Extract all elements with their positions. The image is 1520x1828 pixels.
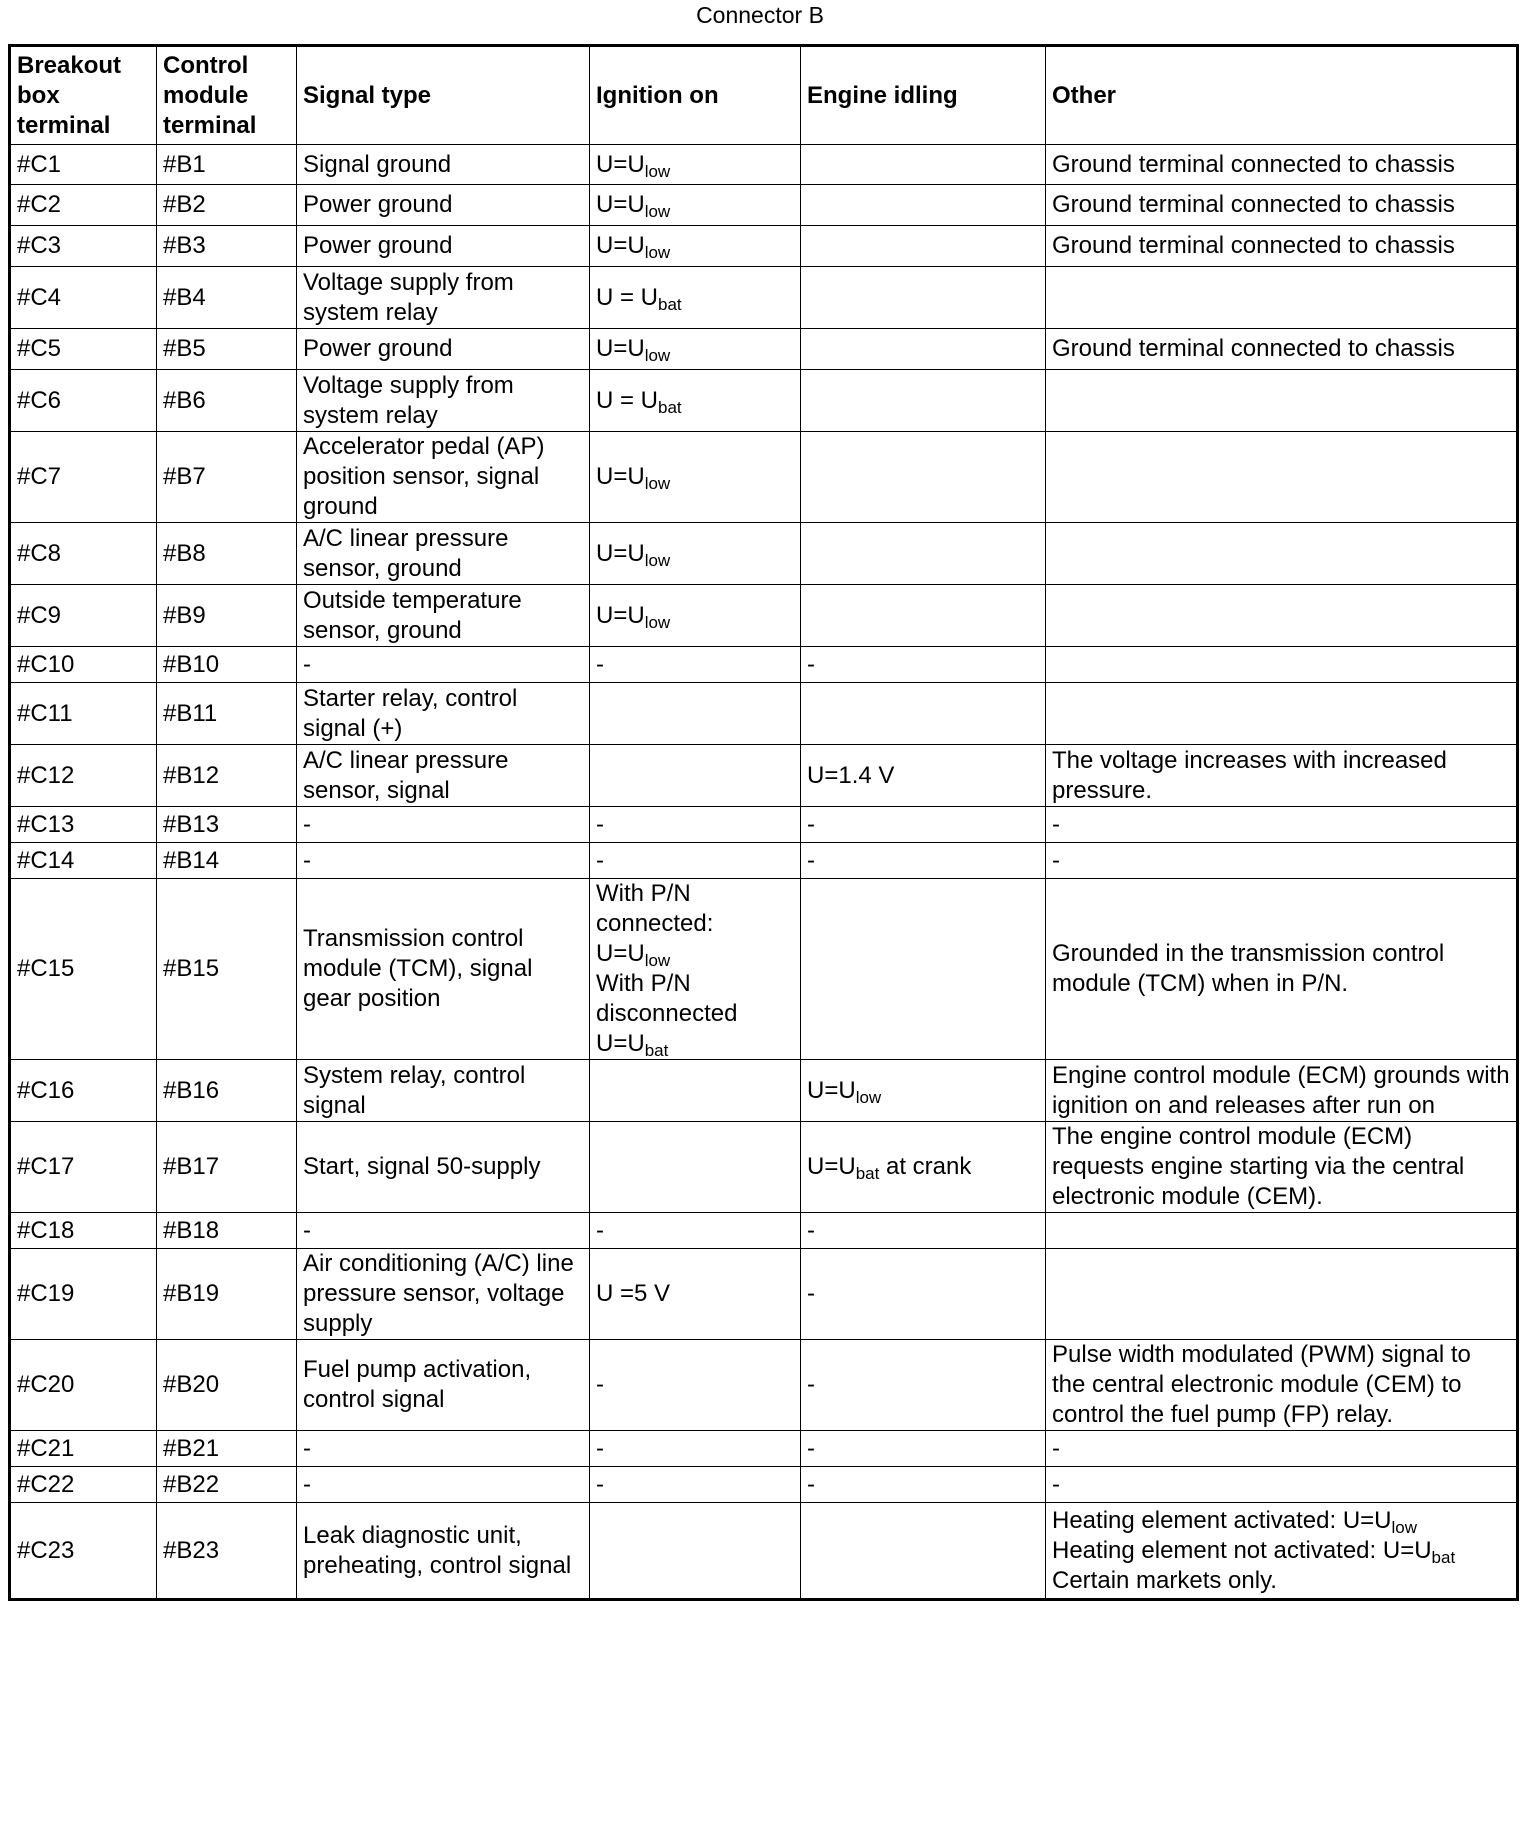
col-header-engine-idling: Engine idling [801,46,1046,145]
other-cell: - [1046,1467,1518,1503]
breakout-terminal-cell: #C5 [10,329,157,370]
ignition-on-cell: - [590,1213,801,1249]
other-cell: Engine control module (ECM) grounds with ignition on and releases after run on [1046,1060,1518,1122]
ignition-on-cell: U =5 V [590,1249,801,1340]
col-header-ignition-on: Ignition on [590,46,801,145]
breakout-terminal-cell: #C13 [10,807,157,843]
table-row [10,879,1518,1060]
ignition-on-cell: $U=U_{low}$ [590,523,801,585]
module-terminal-cell: #B15 [157,879,297,1060]
table-body [10,145,1518,1600]
ignition-on-cell: $U=U_{low}$ [590,145,801,185]
breakout-terminal-cell: #C10 [10,647,157,683]
table-row [10,185,1518,226]
ignition-on-cell: - [590,807,801,843]
signal-type-cell: Air conditioning (A/C) line pressure sensor, voltage supply [297,1249,590,1340]
signal-type-cell: Leak diagnostic unit, preheating, control signal [297,1503,590,1600]
engine-idling-cell [801,185,1046,226]
module-terminal-cell: #B9 [157,585,297,647]
table-row [10,432,1518,523]
table-row [10,523,1518,585]
ignition-on-cell [590,1122,801,1213]
breakout-terminal-cell: #C16 [10,1060,157,1122]
module-terminal-cell: #B2 [157,185,297,226]
other-cell: Pulse width modulated (PWM) signal to the central electronic module (CEM) to control the fuel pump (FP) relay. [1046,1340,1518,1431]
module-terminal-cell: #B23 [157,1503,297,1600]
table-row [10,1467,1518,1503]
ignition-on-cell: $U=U_{low}$ [590,585,801,647]
module-terminal-cell: #B5 [157,329,297,370]
module-terminal-cell: #B7 [157,432,297,523]
breakout-terminal-cell: #C14 [10,843,157,879]
other-cell [1046,523,1518,585]
other-cell: - [1046,1431,1518,1467]
module-terminal-cell: #B12 [157,745,297,807]
table-row [10,145,1518,185]
table-row [10,370,1518,432]
table-row [10,267,1518,329]
signal-type-cell: Outside temperature sensor, ground [297,585,590,647]
other-cell: The voltage increases with increased pressure. [1046,745,1518,807]
page-title: Connector B [696,2,824,28]
breakout-terminal-cell: #C8 [10,523,157,585]
header-row [10,46,1518,145]
engine-idling-cell: - [801,807,1046,843]
engine-idling-cell [801,226,1046,267]
other-cell: - [1046,807,1518,843]
breakout-terminal-cell: #C1 [10,145,157,185]
breakout-terminal-cell: #C6 [10,370,157,432]
other-cell [1046,647,1518,683]
col-header-control-module-terminal: Control module terminal [157,46,297,145]
other-cell [1046,683,1518,745]
signal-type-cell: - [297,1467,590,1503]
table-row [10,647,1518,683]
module-terminal-cell: #B8 [157,523,297,585]
other-cell [1046,1213,1518,1249]
engine-idling-cell: - [801,1467,1046,1503]
engine-idling-cell: $U=U_{low}$ [801,1060,1046,1122]
module-terminal-cell: #B4 [157,267,297,329]
engine-idling-cell [801,432,1046,523]
engine-idling-cell [801,1503,1046,1600]
ignition-on-cell: $U=U_{low}$ [590,185,801,226]
other-cell: Ground terminal connected to chassis [1046,329,1518,370]
ignition-on-cell: $U=U_{low}$ [590,329,801,370]
ignition-on-cell: - [590,1467,801,1503]
module-terminal-cell: #B10 [157,647,297,683]
engine-idling-cell: - [801,1340,1046,1431]
signal-type-cell: Power ground [297,185,590,226]
module-terminal-cell: #B14 [157,843,297,879]
col-header-other: Other [1046,46,1518,145]
other-cell: Grounded in the transmission control module (TCM) when in P/N. [1046,879,1518,1060]
ignition-on-cell: $U = U_{bat}$ [590,267,801,329]
table-row [10,1340,1518,1431]
breakout-terminal-cell: #C15 [10,879,157,1060]
other-cell: Ground terminal connected to chassis [1046,185,1518,226]
col-header-breakout-box-terminal: Breakout box terminal [10,46,157,145]
module-terminal-cell: #B1 [157,145,297,185]
engine-idling-cell [801,585,1046,647]
other-cell: The engine control module (ECM) requests engine starting via the central electronic module (CEM). [1046,1122,1518,1213]
table-row [10,745,1518,807]
module-terminal-cell: #B19 [157,1249,297,1340]
ignition-on-cell: - [590,843,801,879]
breakout-terminal-cell: #C7 [10,432,157,523]
module-terminal-cell: #B20 [157,1340,297,1431]
other-cell [1046,370,1518,432]
breakout-terminal-cell: #C11 [10,683,157,745]
table-row [10,1213,1518,1249]
other-cell [1046,432,1518,523]
table-row [10,1431,1518,1467]
breakout-terminal-cell: #C19 [10,1249,157,1340]
engine-idling-cell [801,145,1046,185]
connector-table [8,44,1519,1601]
module-terminal-cell: #B17 [157,1122,297,1213]
signal-type-cell: - [297,1431,590,1467]
table-row [10,226,1518,267]
ignition-on-cell [590,745,801,807]
breakout-terminal-cell: #C22 [10,1467,157,1503]
signal-type-cell: Voltage supply from system relay [297,267,590,329]
ignition-on-cell: $U=U_{low}$ [590,226,801,267]
breakout-terminal-cell: #C2 [10,185,157,226]
breakout-terminal-cell: #C9 [10,585,157,647]
other-cell: Heating element activated: $U=U_{low}$ Heating element not activated: $U=U_{bat}$ Certain markets only. [1046,1503,1518,1600]
module-terminal-cell: #B21 [157,1431,297,1467]
engine-idling-cell: - [801,1249,1046,1340]
other-cell: - [1046,843,1518,879]
other-cell [1046,585,1518,647]
engine-idling-cell: - [801,1213,1046,1249]
other-cell [1046,1249,1518,1340]
signal-type-cell: Power ground [297,226,590,267]
table-row [10,807,1518,843]
signal-type-cell: - [297,647,590,683]
engine-idling-cell: $U=U_{bat}$ at crank [801,1122,1046,1213]
table-row [10,1503,1518,1600]
signal-type-cell: - [297,843,590,879]
ignition-on-cell: $U = U_{bat}$ [590,370,801,432]
module-terminal-cell: #B18 [157,1213,297,1249]
engine-idling-cell [801,370,1046,432]
signal-type-cell: Power ground [297,329,590,370]
breakout-terminal-cell: #C18 [10,1213,157,1249]
engine-idling-cell [801,267,1046,329]
ignition-on-cell [590,683,801,745]
breakout-terminal-cell: #C17 [10,1122,157,1213]
ignition-on-cell: - [590,647,801,683]
table-row [10,683,1518,745]
col-header-signal-type: Signal type [297,46,590,145]
engine-idling-cell [801,683,1046,745]
engine-idling-cell: U=1.4 V [801,745,1046,807]
breakout-terminal-cell: #C20 [10,1340,157,1431]
engine-idling-cell [801,523,1046,585]
signal-type-cell: A/C linear pressure sensor, signal [297,745,590,807]
signal-type-cell: Fuel pump activation, control signal [297,1340,590,1431]
module-terminal-cell: #B22 [157,1467,297,1503]
signal-type-cell: Start, signal 50-supply [297,1122,590,1213]
module-terminal-cell: #B6 [157,370,297,432]
engine-idling-cell: - [801,1431,1046,1467]
table-row [10,1249,1518,1340]
engine-idling-cell [801,879,1046,1060]
signal-type-cell: Accelerator pedal (AP) position sensor, signal ground [297,432,590,523]
other-cell: Ground terminal connected to chassis [1046,145,1518,185]
module-terminal-cell: #B13 [157,807,297,843]
table-row [10,843,1518,879]
table-row [10,1122,1518,1213]
other-cell: Ground terminal connected to chassis [1046,226,1518,267]
table-row [10,1060,1518,1122]
breakout-terminal-cell: #C4 [10,267,157,329]
signal-type-cell: Voltage supply from system relay [297,370,590,432]
ignition-on-cell [590,1503,801,1600]
breakout-terminal-cell: #C12 [10,745,157,807]
engine-idling-cell [801,329,1046,370]
engine-idling-cell: - [801,843,1046,879]
ignition-on-cell: - [590,1431,801,1467]
ignition-on-cell [590,1060,801,1122]
breakout-terminal-cell: #C21 [10,1431,157,1467]
table-row [10,329,1518,370]
module-terminal-cell: #B11 [157,683,297,745]
engine-idling-cell: - [801,647,1046,683]
ignition-on-cell: With P/N connected: $U=U_{low}$ With P/N disconnected $U=U_{bat}$ [590,879,801,1060]
other-cell [1046,267,1518,329]
module-terminal-cell: #B3 [157,226,297,267]
signal-type-cell: Signal ground [297,145,590,185]
table-row [10,585,1518,647]
module-terminal-cell: #B16 [157,1060,297,1122]
signal-type-cell: Starter relay, control signal (+) [297,683,590,745]
breakout-terminal-cell: #C3 [10,226,157,267]
signal-type-cell: Transmission control module (TCM), signal gear position [297,879,590,1060]
signal-type-cell: System relay, control signal [297,1060,590,1122]
signal-type-cell: - [297,1213,590,1249]
ignition-on-cell: - [590,1340,801,1431]
signal-type-cell: A/C linear pressure sensor, ground [297,523,590,585]
signal-type-cell: - [297,807,590,843]
ignition-on-cell: $U=U_{low}$ [590,432,801,523]
breakout-terminal-cell: #C23 [10,1503,157,1600]
